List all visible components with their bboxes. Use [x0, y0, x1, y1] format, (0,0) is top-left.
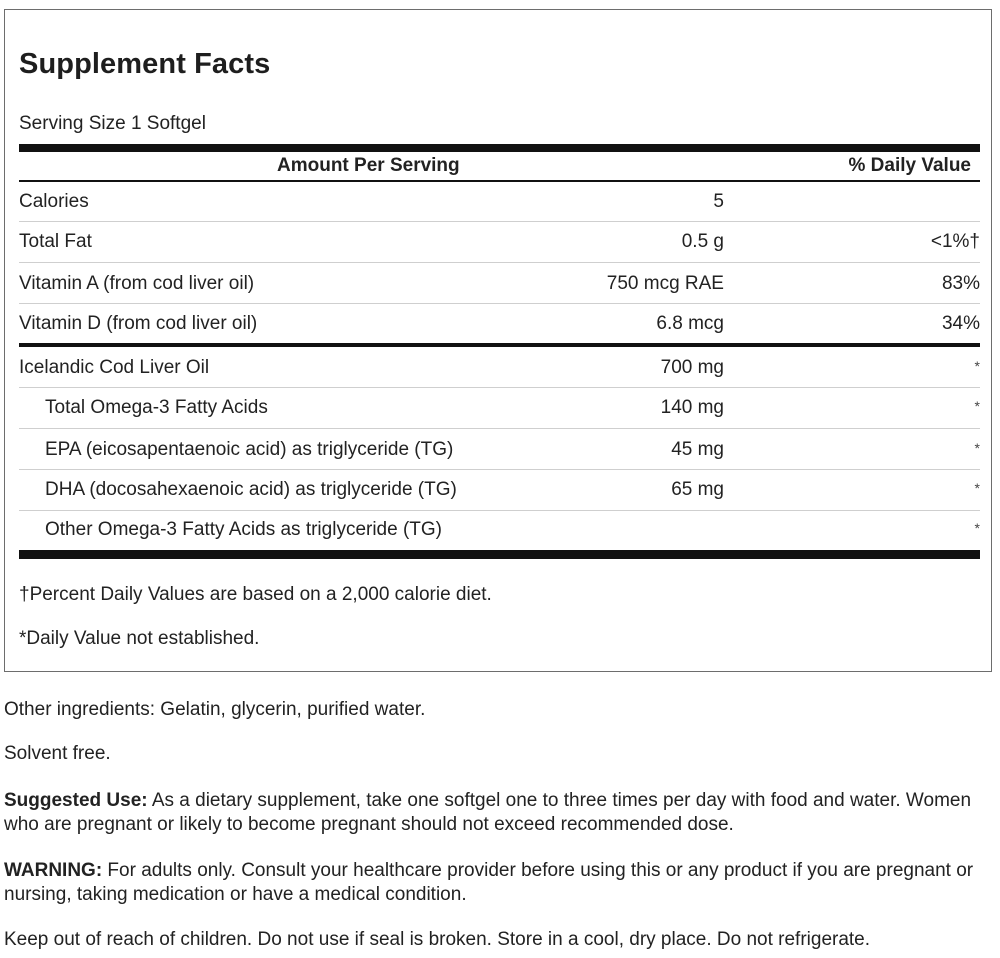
nutrient-name: Vitamin A (from cod liver oil): [19, 273, 255, 294]
ingredient-row-epa: [19, 430, 980, 470]
storage-instructions: Keep out of reach of children. Do not use if seal is broken. Store in a cool, dry place. Do not refrigerate.: [4, 929, 871, 950]
ingredient-name: DHA (docosahexaenoic acid) as triglyceride (TG): [45, 479, 457, 500]
solvent-free: Solvent free.: [4, 743, 111, 764]
nutrient-row-vitamin-a: [19, 264, 980, 304]
ingredient-daily-value: *: [974, 520, 980, 536]
nutrient-row-total-fat: [19, 222, 980, 262]
footnote-dagger: †Percent Daily Values are based on a 2,000 calorie diet.: [19, 584, 492, 605]
ingredient-daily-value: *: [974, 358, 980, 374]
section-rule: [19, 343, 980, 347]
nutrient-amount: 750 mcg RAE: [606, 273, 724, 294]
thick-rule-bottom: [19, 550, 980, 559]
row-divider: [19, 428, 980, 429]
ingredient-amount: 65 mg: [671, 479, 724, 500]
ingredient-row-cod-liver-oil: [19, 348, 980, 388]
warning-text: For adults only. Consult your healthcare provider before using this or any product if you are pregnant or nursing, taking medication or have a medical condition.: [4, 860, 974, 905]
ingredient-daily-value: *: [974, 480, 980, 496]
ingredient-name: Icelandic Cod Liver Oil: [19, 357, 210, 378]
ingredient-amount: 700 mg: [660, 357, 724, 378]
ingredient-row-dha: [19, 470, 980, 510]
nutrient-amount: 0.5 g: [681, 231, 724, 252]
nutrient-name: Vitamin D (from cod liver oil): [19, 313, 258, 334]
ingredient-row-other-omega-3: [19, 510, 980, 550]
nutrient-daily-value: <1%†: [930, 231, 980, 252]
nutrient-name: Total Fat: [19, 231, 92, 252]
ingredient-name: Other Omega-3 Fatty Acids as triglyceride (TG): [45, 519, 443, 540]
nutrient-name: Calories: [19, 191, 89, 212]
ingredient-amount: 140 mg: [660, 397, 724, 418]
supplement-facts-panel: [4, 9, 992, 672]
ingredient-amount: 45 mg: [671, 439, 724, 460]
ingredient-name: Total Omega-3 Fatty Acids: [45, 397, 268, 418]
ingredient-row-total-omega-3: [19, 388, 980, 428]
ingredient-daily-value: *: [974, 440, 980, 456]
thick-rule-top: [19, 144, 980, 152]
nutrient-daily-value: 83%: [941, 273, 980, 294]
nutrient-daily-value: 34%: [941, 313, 980, 334]
nutrient-amount: 6.8 mcg: [656, 313, 724, 334]
nutrient-row-vitamin-d: [19, 304, 980, 344]
suggested-use: [4, 789, 998, 837]
warning: [4, 859, 998, 907]
header-daily-value: % Daily Value: [848, 155, 971, 176]
warning-label: WARNING:: [4, 860, 103, 881]
ingredient-name: EPA (eicosapentaenoic acid) as triglyceride (TG): [45, 439, 454, 460]
row-divider: [19, 262, 980, 263]
header-amount-per-serving: Amount Per Serving: [277, 155, 460, 176]
panel-title: Supplement Facts: [19, 48, 271, 80]
serving-size: Serving Size 1 Softgel: [19, 113, 206, 134]
nutrient-amount: 5: [713, 191, 724, 212]
other-ingredients: Other ingredients: Gelatin, glycerin, purified water.: [4, 699, 426, 720]
suggested-use-label: Suggested Use:: [4, 790, 148, 811]
ingredient-daily-value: *: [974, 398, 980, 414]
suggested-use-text: As a dietary supplement, take one softgel one to three times per day with food and water. Women who are pregnant or likely to become pregnant should not exceed recommended dose.: [4, 790, 972, 835]
footnote-star: *Daily Value not established.: [19, 628, 260, 649]
nutrient-row-calories: [19, 182, 980, 222]
